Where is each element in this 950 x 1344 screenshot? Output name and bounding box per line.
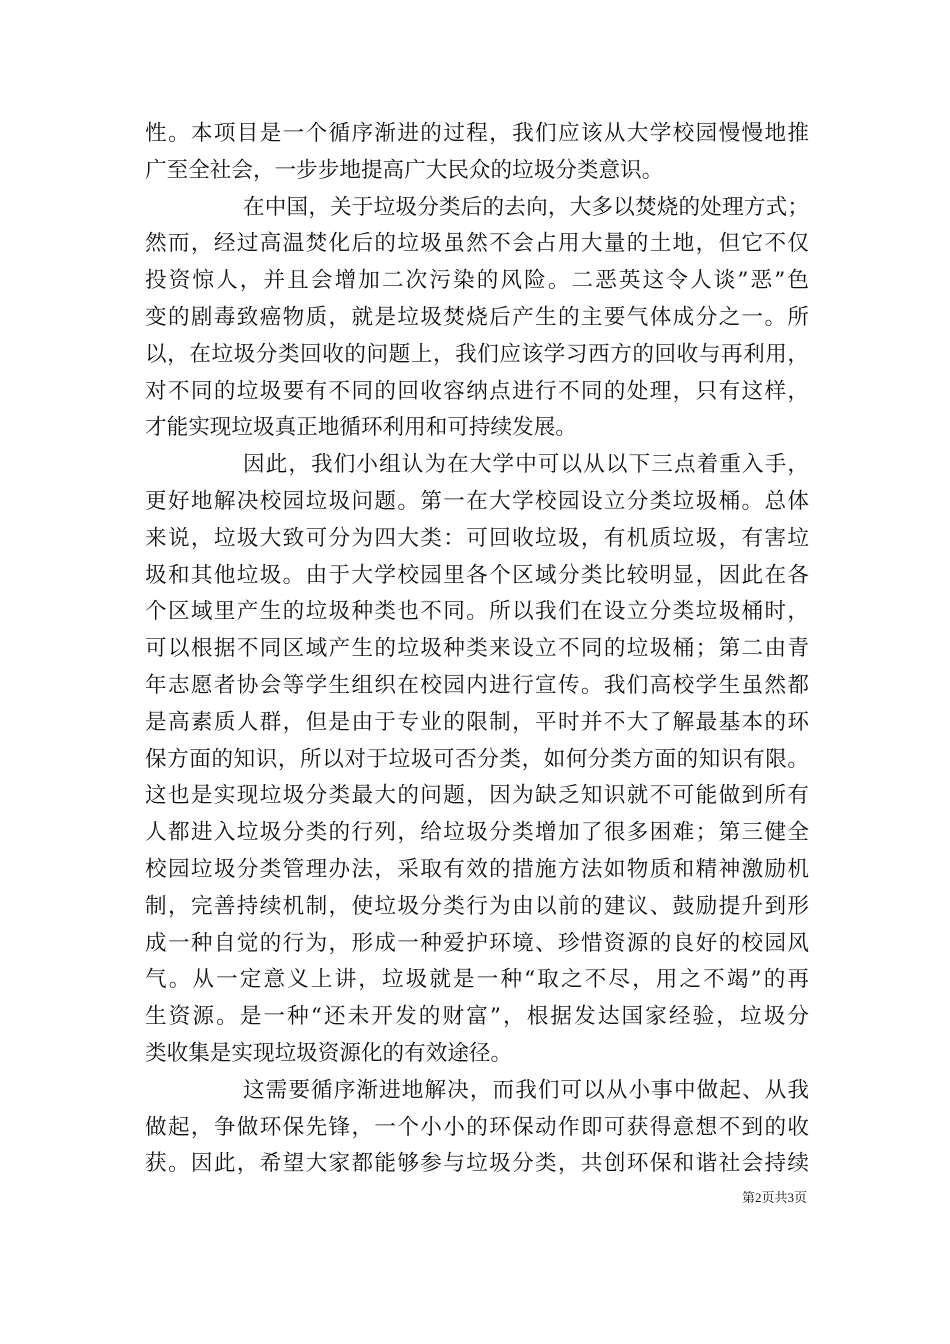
text-line: 做起，争做环保先锋，一个小小的环保动作即可获得意想不到的收 — [145, 1114, 809, 1140]
text-line: 是高素质人群，但是由于专业的限制，平时并不大了解最基本的环 — [145, 709, 809, 735]
text-line: 生资源。是一种“还未开发的财富”，根据发达国家经验，垃圾分 — [145, 1004, 809, 1030]
text-line: 气。从一定意义上讲，垃圾就是一种“取之不尽，用之不竭”的再 — [145, 967, 809, 993]
text-line: 制，完善持续机制，使垃圾分类行为由以前的建议、鼓励提升到形 — [145, 893, 809, 919]
text-line: 广至全社会，一步步地提高广大民众的垃圾分类意识。 — [145, 157, 664, 183]
text-line: 这也是实现垃圾分类最大的问题，因为缺乏知识就不可能做到所有 — [145, 783, 809, 809]
text-line: 来说，垃圾大致可分为四大类：可回收垃圾，有机质垃圾，有害垃 — [145, 525, 809, 551]
text-line: 更好地解决校园垃圾问题。第一在大学校园设立分类垃圾桶。总体 — [145, 488, 809, 514]
text-line: 校园垃圾分类管理办法，采取有效的措施方法如物质和精神激励机 — [145, 856, 809, 882]
page-footer: 第2页共3页 — [741, 1190, 807, 1205]
document-body — [145, 116, 809, 1183]
paragraph — [145, 1073, 809, 1183]
text-line: 在中国，关于垃圾分类后的去向，大多以焚烧的处理方式； — [243, 194, 809, 220]
text-line: 年志愿者协会等学生组织在校园内进行宣传。我们高校学生虽然都 — [145, 672, 809, 698]
text-line: 保方面的知识，所以对于垃圾可否分类，如何分类方面的知识有限。 — [145, 746, 809, 772]
text-line: 人都进入垃圾分类的行列，给垃圾分类增加了很多困难；第三健全 — [145, 820, 809, 846]
text-line: 然而，经过高温焚化后的垃圾虽然不会占用大量的土地，但它不仅 — [145, 231, 809, 257]
text-line: 成一种自觉的行为，形成一种爱护环境、珍惜资源的良好的校园风 — [145, 930, 809, 956]
text-line: 这需要循序渐进地解决，而我们可以从小事中做起、从我 — [243, 1077, 809, 1103]
text-line: 以，在垃圾分类回收的问题上，我们应该学习西方的回收与再利用， — [145, 341, 809, 367]
text-line: 因此，我们小组认为在大学中可以从以下三点着重入手， — [243, 452, 809, 478]
text-line: 类收集是实现垃圾资源化的有效途径。 — [145, 1040, 513, 1066]
text-line: 变的剧毒致癌物质，就是垃圾焚烧后产生的主要气体成分之一。所 — [145, 304, 809, 330]
text-line: 投资惊人，并且会增加二次污染的风险。二恶英这令人谈”恶”色 — [145, 268, 809, 294]
paragraph — [145, 447, 809, 1073]
text-line: 对不同的垃圾要有不同的回收容纳点进行不同的处理，只有这样， — [145, 378, 809, 404]
text-line: 性。本项目是一个循序渐进的过程，我们应该从大学校园慢慢地推 — [145, 121, 809, 146]
paragraph — [145, 116, 809, 190]
text-line: 才能实现垃圾真正地循环利用和可持续发展。 — [145, 415, 577, 441]
text-line: 个区域里产生的垃圾种类也不同。所以我们在设立分类垃圾桶时， — [145, 599, 809, 625]
text-line: 获。因此，希望大家都能够参与垃圾分类，共创环保和谐社会持续 — [145, 1151, 809, 1177]
text-line: 圾和其他垃圾。由于大学校园里各个区域分类比较明显，因此在各 — [145, 562, 809, 588]
paragraph — [145, 190, 809, 448]
text-line: 可以根据不同区域产生的垃圾种类来设立不同的垃圾桶；第二由青 — [145, 636, 809, 662]
